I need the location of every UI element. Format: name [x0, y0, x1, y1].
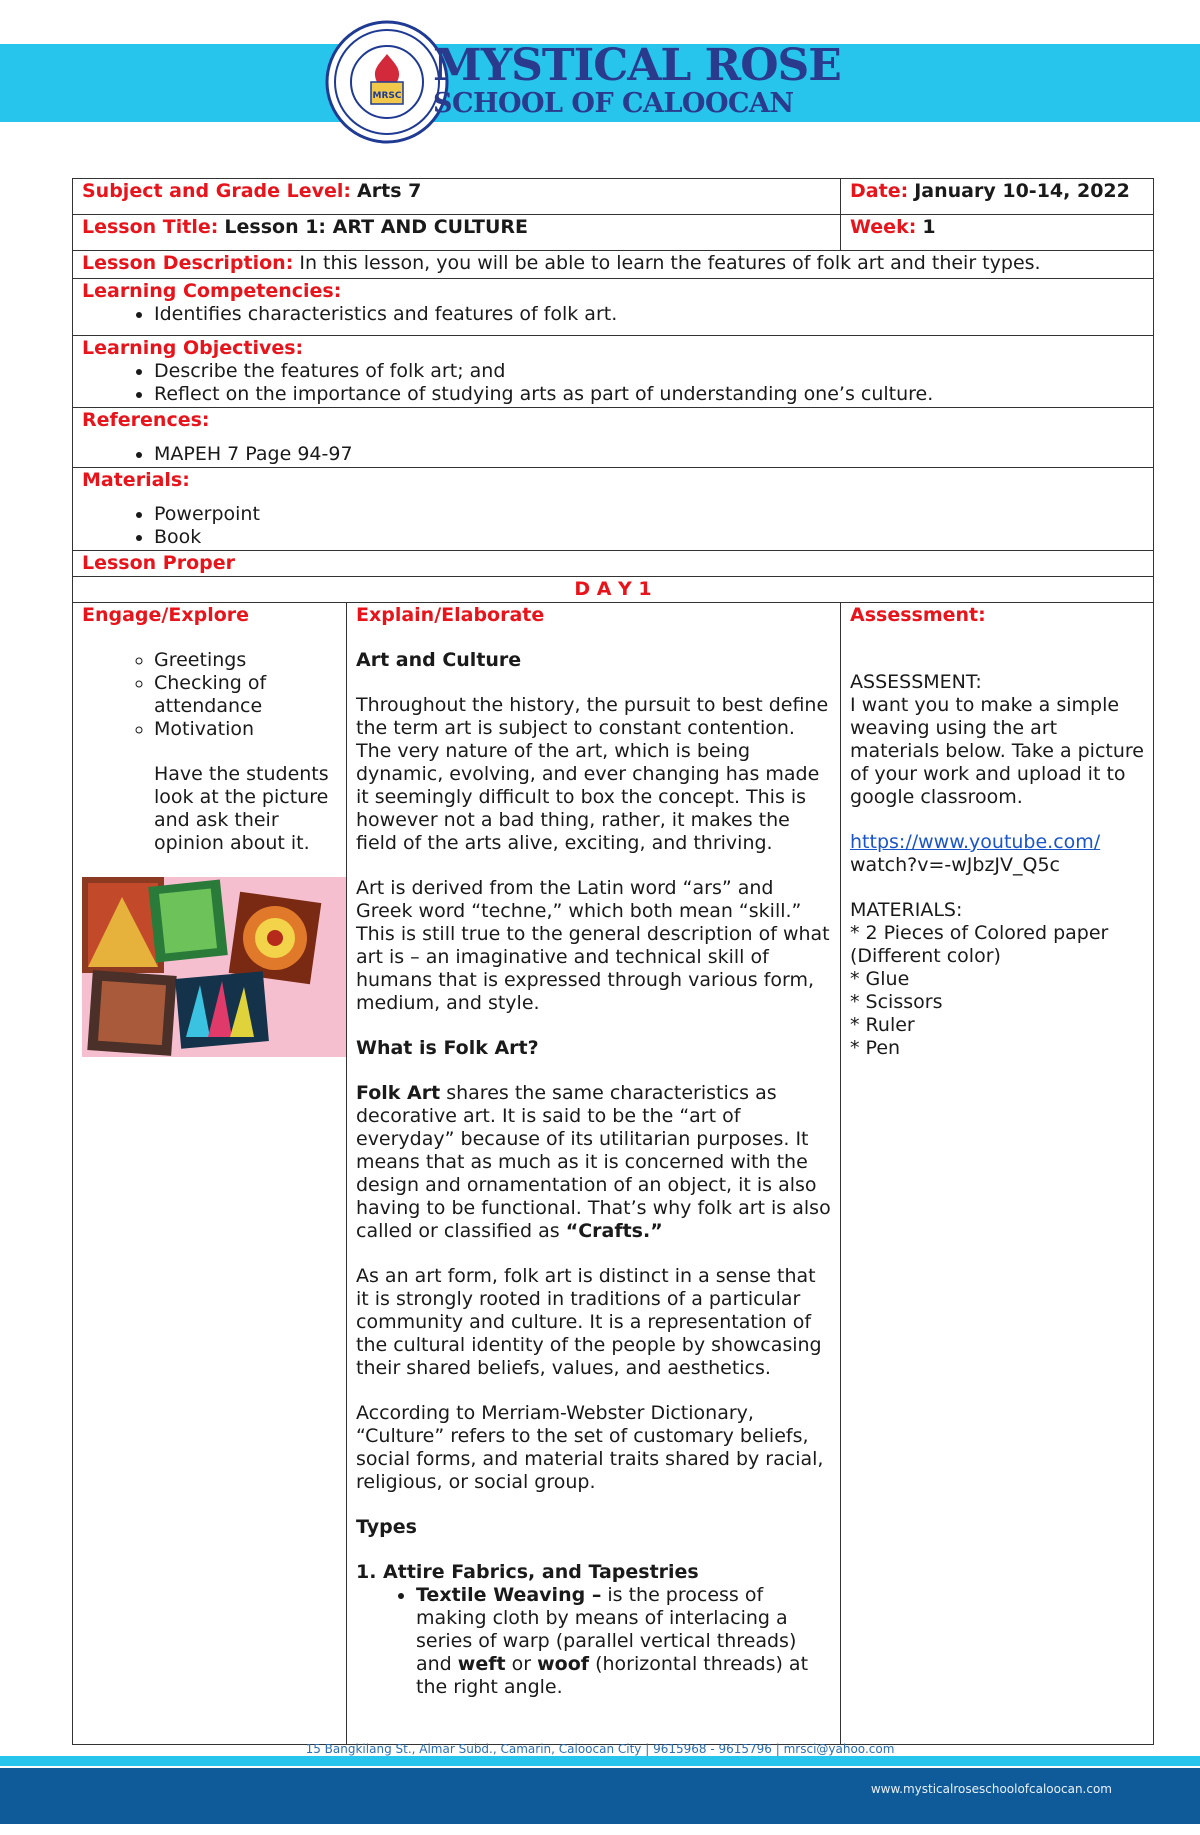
- type-1-heading: 1. Attire Fabrics, and Tapestries: [356, 1561, 699, 1583]
- folk-art-heading: What is Folk Art?: [356, 1037, 539, 1059]
- date-cell: [841, 179, 1154, 215]
- assessment-materials-label: MATERIALS:: [850, 899, 963, 921]
- assessment-heading: Assessment:: [850, 604, 986, 626]
- subject-label: Subject and Grade Level:: [82, 180, 351, 202]
- weft-term: weft: [457, 1653, 506, 1675]
- objectives-list: [82, 360, 1144, 406]
- assessment-material: * Glue: [850, 968, 910, 990]
- explain-paragraph-4: As an art form, folk art is distinct in a sense that it is strongly rooted in traditions of a particular community and culture. It is a representation of the cultural identity of the people by showcasing their shared beliefs, values, and aesthetics.: [356, 1265, 822, 1379]
- assessment-material: * Scissors: [850, 991, 943, 1013]
- row-content: [73, 603, 1154, 1745]
- row-lesson-proper: [73, 551, 1154, 577]
- assessment-cell: [841, 603, 1154, 1745]
- competencies-list: [82, 303, 1144, 326]
- explain-paragraph-2: Art is derived from the Latin word “ars” and Greek word “techne,” which both mean “skill.” This is still true to the general description of what art is – an imaginative and technical skill of humans that is expressed through various form, medium, and style.: [356, 877, 830, 1014]
- engage-instruction: Have the students look at the picture and ask their opinion about it.: [154, 763, 329, 854]
- youtube-link-rest: watch?v=-wJbzJV_Q5c: [850, 854, 1061, 876]
- school-name-line2: SCHOOL OF CALOOCAN: [433, 88, 794, 119]
- engage-heading: Engage/Explore: [82, 604, 250, 626]
- textile-weaving-text-2: (horizontal threads) at the right angle.: [416, 1653, 809, 1698]
- logo-text: MRSC: [372, 91, 402, 101]
- footer-band: [0, 1768, 1200, 1824]
- engage-item: ◦ Greetings: [154, 649, 337, 672]
- objectives-label: Learning Objectives:: [82, 337, 304, 359]
- engage-item: ◦ Motivation: [154, 718, 337, 741]
- lesson-proper-heading: Lesson Proper: [73, 551, 1154, 577]
- types-list: [356, 1584, 831, 1699]
- textile-weaving-item: [416, 1584, 831, 1699]
- competencies-cell: [73, 279, 1154, 336]
- objective-item: • Describe the features of folk art; and: [154, 360, 1144, 383]
- assessment-label: ASSESSMENT:: [850, 671, 982, 693]
- title-label: Lesson Title:: [82, 216, 219, 238]
- engage-item: ◦ Checking of attendance: [154, 672, 337, 718]
- footer-address: 15 Bangkilang St., Almar Subd., Camarin, Caloocan City | 9615968 - 9615796 | mrsci@yahoo.com: [305, 1742, 895, 1756]
- assessment-link-block: [850, 831, 1144, 877]
- art-culture-heading: Art and Culture: [356, 649, 522, 671]
- row-competencies: [73, 279, 1154, 336]
- engage-cell: [73, 603, 347, 1745]
- description-label: Lesson Description:: [82, 252, 294, 274]
- footer-strip: [0, 1756, 1200, 1766]
- reference-item: • MAPEH 7 Page 94-97: [154, 443, 1144, 466]
- objective-item: • Reflect on the importance of studying arts as part of understanding one’s culture.: [154, 383, 1144, 406]
- row-materials: [73, 468, 1154, 551]
- material-item: • Powerpoint: [154, 503, 1144, 526]
- title-cell: [73, 215, 841, 251]
- week-label: Week:: [850, 216, 917, 238]
- references-label: References:: [82, 409, 210, 431]
- materials-cell: [73, 468, 1154, 551]
- row-description: [73, 251, 1154, 279]
- explain-heading: Explain/Elaborate: [356, 604, 545, 626]
- explain-cell: [347, 603, 841, 1745]
- date-label: Date:: [850, 180, 909, 202]
- folk-art-term: Folk Art: [356, 1082, 441, 1104]
- types-heading: Types: [356, 1516, 417, 1538]
- row-subject: [73, 179, 1154, 215]
- explain-paragraph-5: According to Merriam-Webster Dictionary, “Culture” refers to the set of customary beliefs, social forms, and material traits shared by racial, religious, or social group.: [356, 1402, 824, 1493]
- title-value: Lesson 1: ART AND CULTURE: [224, 216, 529, 238]
- school-name: [433, 40, 841, 119]
- engage-list: [82, 649, 337, 741]
- folk-art-definition: shares the same characteristics as decorative art. It is said to be the “art of everyday” because of its utilitarian purposes. It means that as much as it is concerned with the design and ornamentation of an object, it is also having to be functional. That’s why folk art is also called or classified as: [356, 1082, 831, 1242]
- assessment-material: * Ruler: [850, 1014, 915, 1036]
- footer-website: www.mysticalroseschoolofcaloocan.com: [870, 1782, 1112, 1796]
- material-item: • Book: [154, 526, 1144, 549]
- folk-art-collage-image: [82, 877, 346, 1057]
- youtube-link[interactable]: https://www.youtube.com/: [850, 831, 1101, 853]
- competencies-label: Learning Competencies:: [82, 280, 342, 302]
- references-list: [82, 443, 1144, 466]
- week-value: 1: [922, 216, 936, 238]
- materials-list: [82, 503, 1144, 549]
- assessment-material: * 2 Pieces of Colored paper (Different color): [850, 922, 1109, 967]
- date-value: January 10-14, 2022: [914, 180, 1130, 202]
- weave-or: or: [505, 1653, 538, 1675]
- assessment-instructions: I want you to make a simple weaving using the art materials below. Take a picture of your work and upload it to google classroom.: [850, 694, 1144, 808]
- day-heading: D A Y 1: [73, 577, 1154, 603]
- row-title: [73, 215, 1154, 251]
- description-value: In this lesson, you will be able to learn the features of folk art and their types.: [299, 252, 1041, 274]
- materials-label: Materials:: [82, 469, 190, 491]
- textile-weaving-term: Textile Weaving –: [416, 1584, 602, 1606]
- explain-paragraph-3: [356, 1082, 831, 1243]
- description-cell: [73, 251, 1154, 279]
- objectives-cell: [73, 336, 1154, 408]
- subject-value: Arts 7: [357, 180, 422, 202]
- school-name-line1: MYSTICAL ROSE: [433, 40, 841, 91]
- row-day: [73, 577, 1154, 603]
- row-objectives: [73, 336, 1154, 408]
- explain-paragraph-1: Throughout the history, the pursuit to best define the term art is subject to constant contention. The very nature of the art, which is being dynamic, evolving, and ever changing has made it seemingly difficult to box the concept. This is however not a bad thing, rather, it makes the field of the arts alive, exciting, and thriving.: [356, 694, 829, 854]
- textile-weaving-text: is the process of making cloth by means of interlacing a series of warp (parallel vertical threads) and: [416, 1584, 797, 1675]
- assessment-material: * Pen: [850, 1037, 901, 1059]
- school-logo: [325, 20, 449, 144]
- woof-term: woof: [537, 1653, 590, 1675]
- week-cell: [841, 215, 1154, 251]
- subject-cell: [73, 179, 841, 215]
- references-cell: [73, 408, 1154, 468]
- lesson-plan-table: [72, 178, 1154, 1745]
- row-references: [73, 408, 1154, 468]
- crafts-term: “Crafts.”: [565, 1220, 663, 1242]
- competency-item: • Identifies characteristics and features of folk art.: [154, 303, 1144, 326]
